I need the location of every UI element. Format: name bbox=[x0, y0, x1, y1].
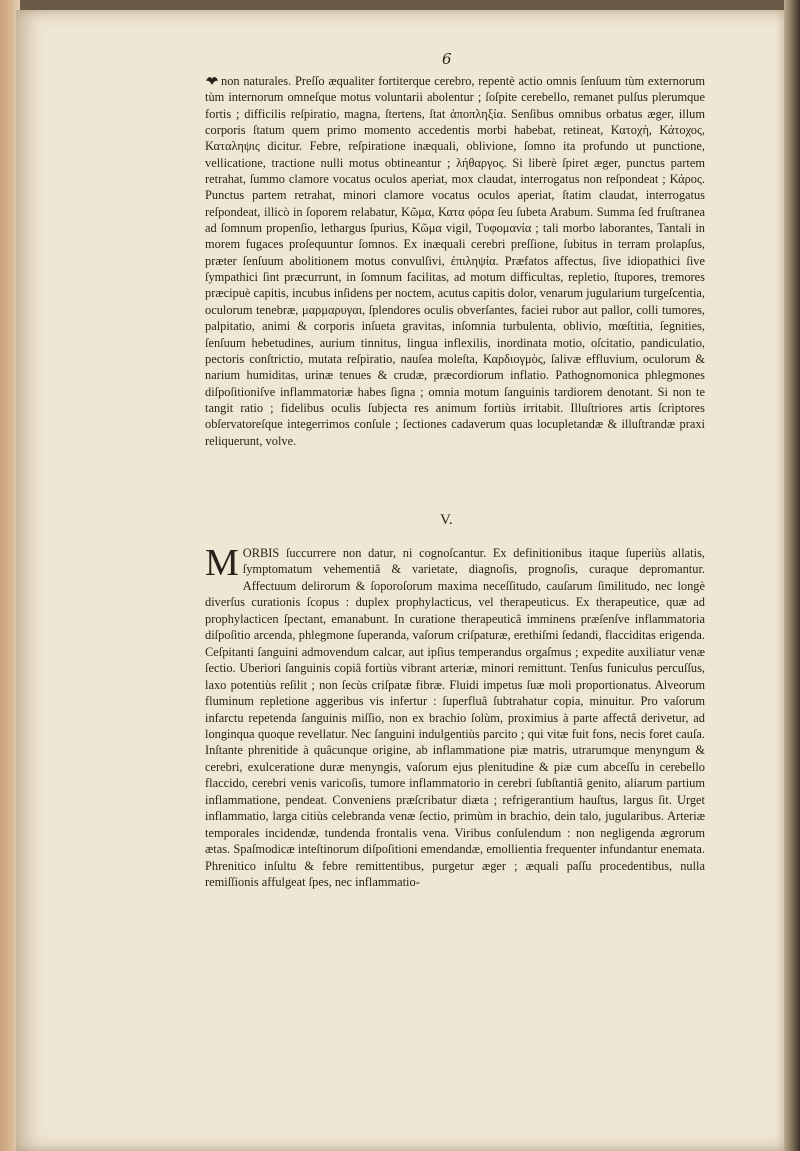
paragraph-2-lead: ORBIS bbox=[242, 546, 280, 560]
fleuron-icon bbox=[205, 75, 219, 86]
page-number: 6 bbox=[442, 50, 452, 68]
section-number: V. bbox=[440, 512, 453, 528]
paragraph-2-text: ſuccurrere non datur, ni cognoſcantur. Ex definitionibus itaque ſuperiùs allatis, ſymptomatum vehementiâ & varietate, diagnoſis, prognoſis, curaque depromantur. Affectuum delirorum & ſoporoſorum maxima neceſſitudo, cauſarum ſimilitudo, nec longè diverſus curationis ſcopus : duplex prophylacticus, vel therapeuticus. Ex therapeutice, quæ ad prophylacticen ſpectant, emanabunt. In curatione therapeuticâ imminens præſenſve inflammatoria diſpoſitio arcenda, phlegmone ſuperanda, vaſorum criſpaturæ, erethiſmi ſedandi, flacciditas erigenda. Ceſpitanti ſanguini admovendum calcar, aut ipſius temperandus orgaſmus ; expedite auxiliatur venæ ſectio. Uberiori ſanguinis copiâ fortiùs vibrant arteriæ, minori remittunt. Tenſus funiculus percuſſus, laxo potentiùs reſilit ; non ſecùs criſpatæ fibræ. Fluidi impetus ſuæ moli proportionatus. Alveorum fluminum repletione aggeribus vis infertur : ſuperfluâ ſubtrahatur copia, minuitur. Pro vaſorum infarctu repetenda ſanguinis miſſio, non ex brachio ſolùm, proximius à parte affectâ derivetur, ad longinqua quoque revellatur. Nec ſanguini indulgentiùs parcito ; qui vitæ fuit fons, necis foret cauſa. Inſtante phrenitide à quâcunque origine, ab inflammatione piæ matris, utrarumque menyngum & cerebri, exulceratione duræ menyngis, vaſorum ejus plenitudine & piæ cum abceſſu in cerebello flaccido, cerebri venis varicoſis, tumore inflammatorio in cerebri ſubſtantiâ genito, aliarum partium inflammatione, pendeat. Conveniens præſcribatur diæta ; refrigerantium hauſtus, largus ſit. Urget inflammatio, larga citiùs celebranda venæ ſectio, primùm in brachio, dein talo, jugularibus. Arteriæ temporales incidendæ, tundenda frontalis vena. Viribus conſulendum : non negligenda ægrorum ætas. Spaſmodicæ inteſtinorum diſpoſitioni emendandæ, emollientia frequenter infundantur enemata. Phrenitico inſultu & febre remittentibus, purgetur æger ; æquali paſſu procedentibus, nulla remiſſionis affulgeat ſpes, nec inflammatio- bbox=[205, 546, 705, 890]
paragraph-1 bbox=[205, 73, 705, 449]
paragraph-2 bbox=[205, 542, 705, 891]
page-edge bbox=[784, 0, 800, 1151]
drop-cap: M bbox=[205, 542, 239, 584]
paragraph-1-text: non naturales. Preſſo æqualiter fortiterque cerebro, repentè actio omnis ſenſuum tùm externorum tùm internorum omneſque motus voluntarii abolentur ; ſoſpite cerebello, remanet pulſus plerumque fortis ; difficilis reſpiratio, magna, ſtertens, ſtat ἀποπληξία. Senſibus omnibus orbatus æger, illum corporis ſtatum quem primo momento accedentis morbi habebat, retineat, Κατοχὴ, Κάτοχος, Καταληψις dicitur. Febre, reſpiratione inæquali, oblivione, ſomno ita profundo ut punctione, vellicatione, tractione nulli motus obtineantur ; λήθαργος. Si liberè ſpiret æger, punctus partem retrahat, ſummo clamore vocatus oculos aperiat, mox claudat, interrogatus non reſpondeat ; Κάρος. Punctus partem retrahat, minori clamore vocatus oculos aperiat, ſtatim claudat, interrogatus reſpondeat, illicò in ſoporem relabatur, Κῶμα, Κατα φόρα ſeu ſubeta Arabum. Summa ſed fruſtranea ad ſomnum propenſio, lethargus ſpurius, Κῶμα vigil, Τυφομανία ; tali morbo laborantes, Tantali in morem fugaces proſequuntur ſomnos. Ex inæquali cerebri preſſione, ſubitus in terram prolapſus, præter ſenſuum abolitionem motus convulſivi, ἐπιληψία. Præfatos affectus, ſive idiopathici ſive ſympathici ſint præcurrunt, in ſomnum facilitas, ad motum difficultas, repletio, ſtupores, tremores præcipuè capitis, incubus inſidens per noctem, acutus capitis dolor, venarum jugularium turgeſcentia, oculorum tenebræ, μαρμαρυγαι, ſplendores oculis obverſantes, faciei rubor aut pallor, colli tumores, palpitatio, animi & corporis inſueta gravitas, inſomnia turbulenta, oblivio, mœſtitia, ſegnities, ſenſuum hebetudines, aurium tinnitus, lingua inflexilis, inordinata motio, oſcitatio, pandiculatio, pectoris conſtrictio, mutata reſpiratio, nauſea moleſta, Καρδιογμὸς, ſalivæ effluvium, oculorum & narium humiditas, urinæ tenues & crudæ, præcordiorum inflatio. Pathognomonica phlegmones diſpoſitioniſve inflammatoriæ habes ſigna ; omnia motum ſanguinis tardiorem denotant. Si non te tangit ratio ; fidelibus oculis ſubjecta res animum fortiùs irritabit. Illuſtriores artis ſcriptores obſervatoreſque integerrimos conſule ; ſectiones cadaverum quas locupletandæ & illuſtrandæ praxi reliquerunt, volve. bbox=[205, 74, 705, 448]
